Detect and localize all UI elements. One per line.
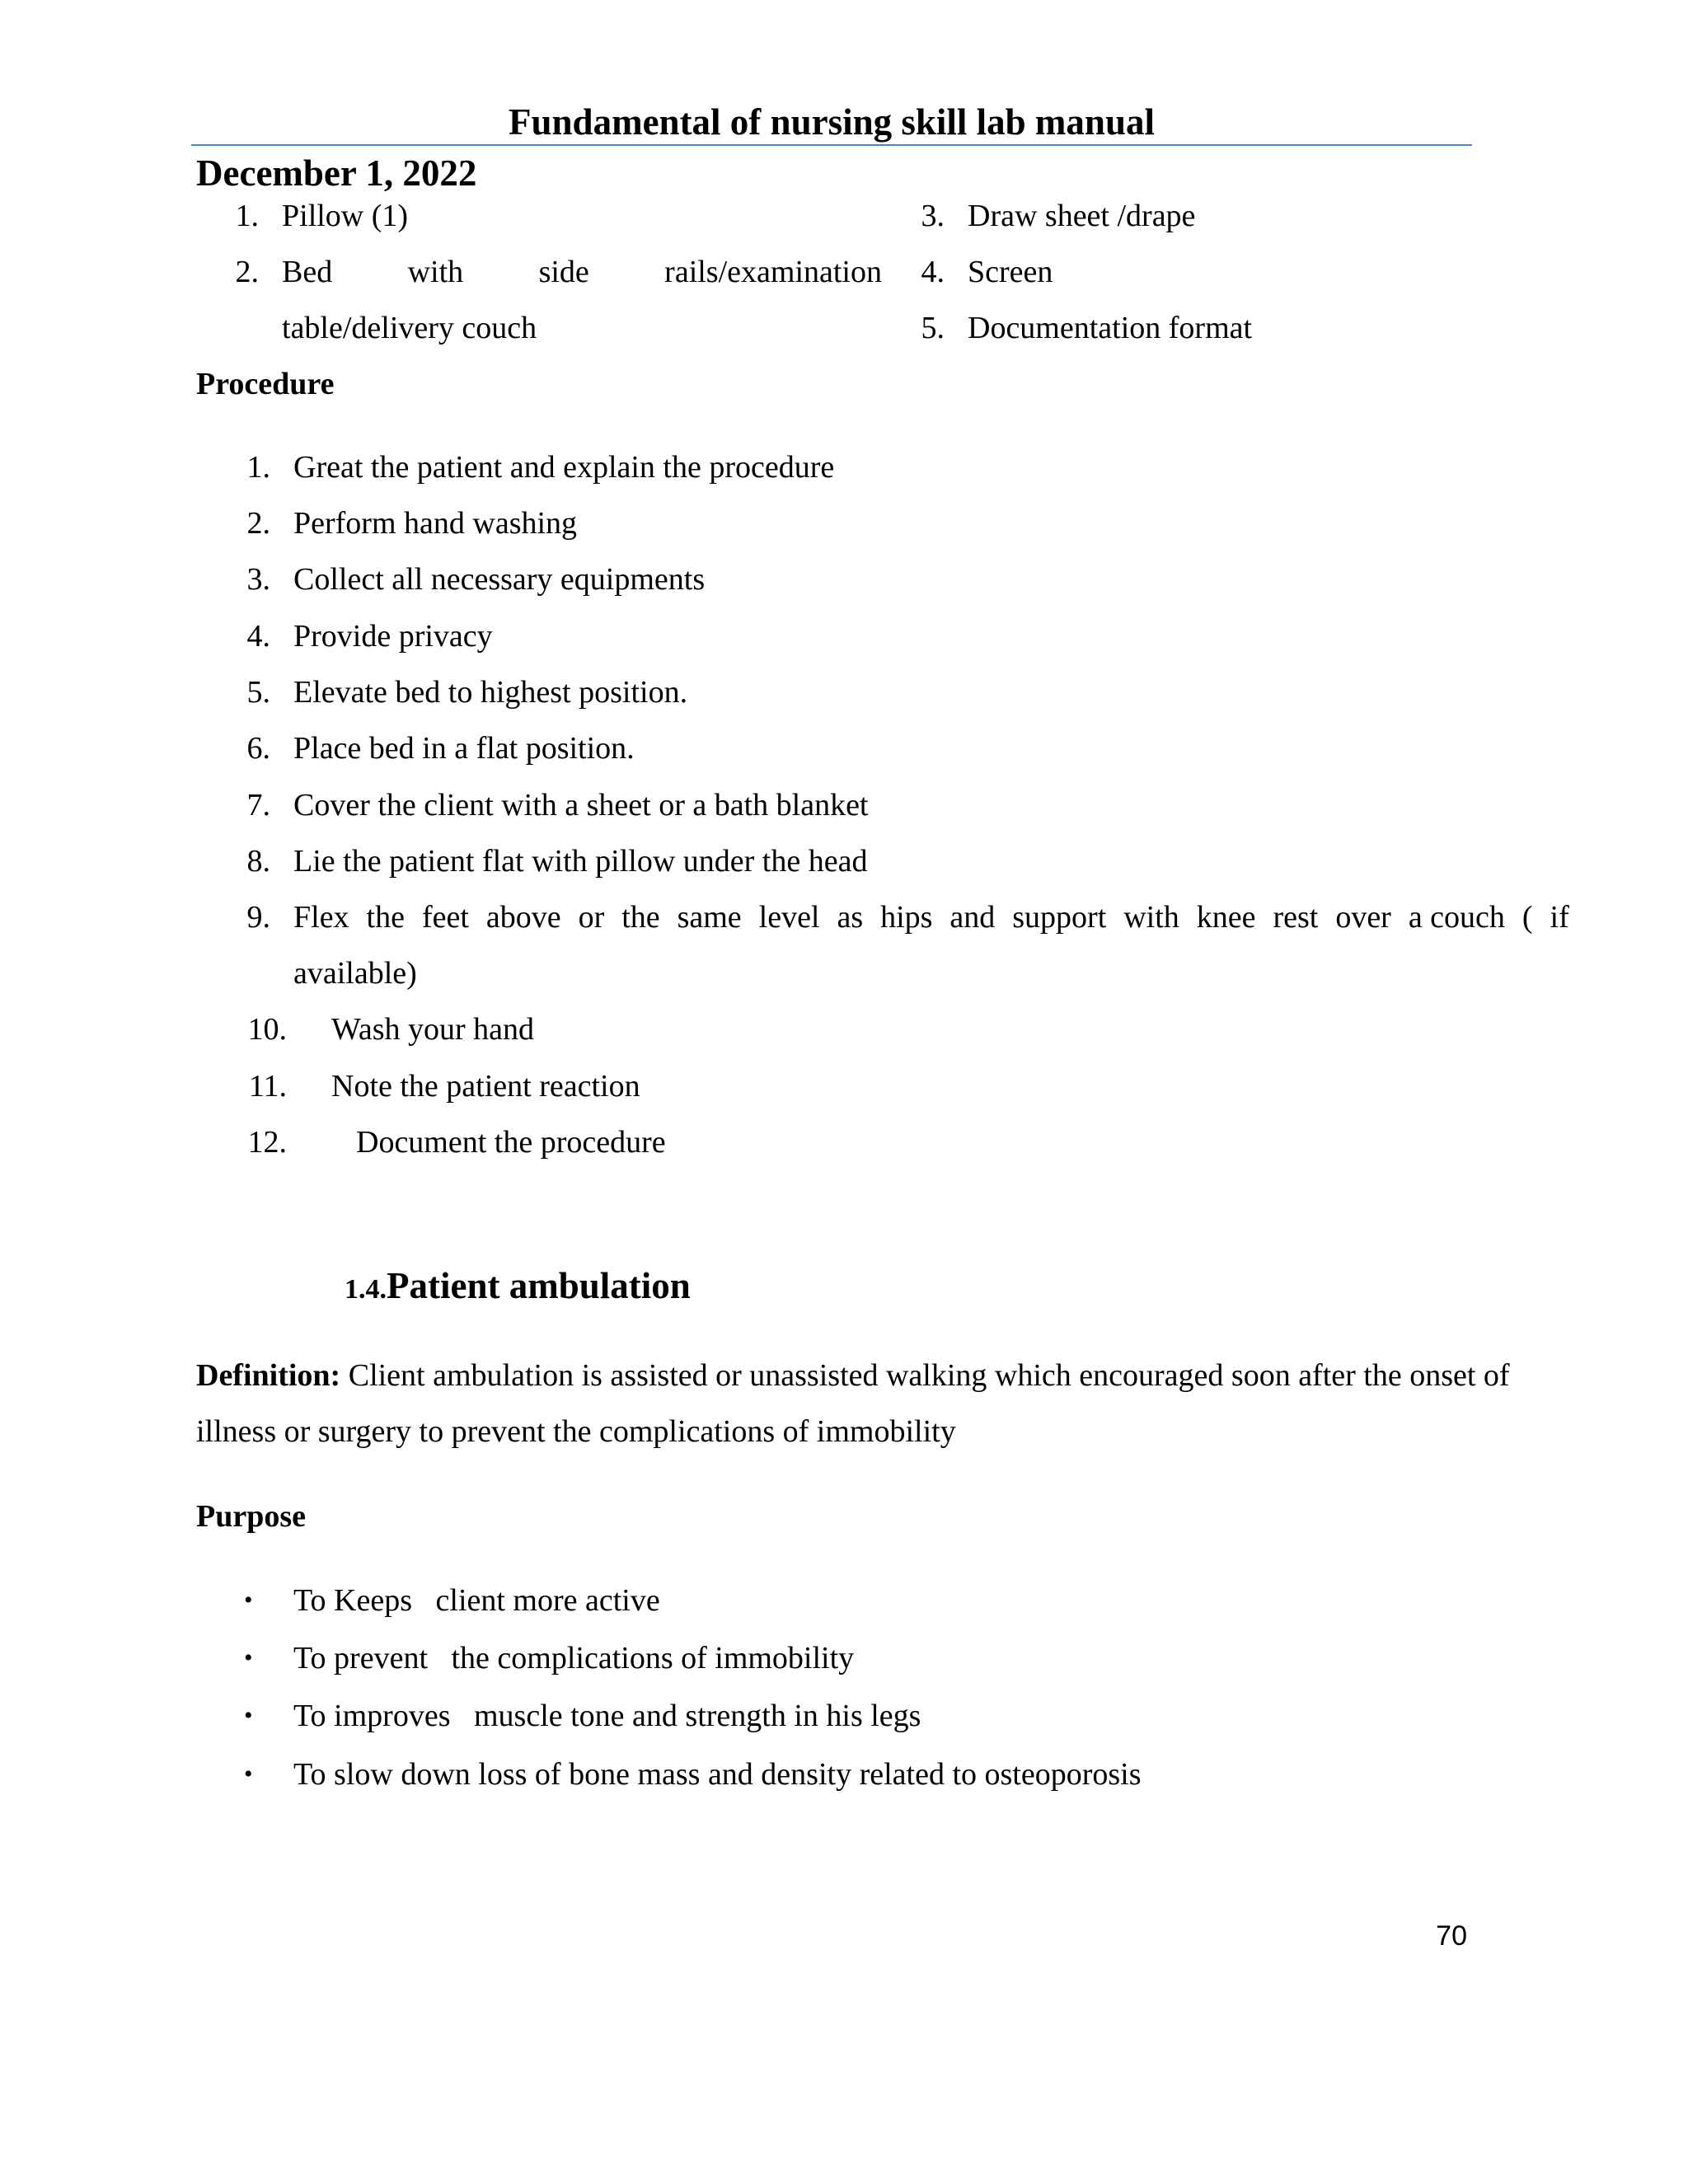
section-title: Patient ambulation [387,1265,691,1306]
word: the [621,900,660,935]
step-number: 11. [248,1069,287,1104]
step-number: 3. [246,562,270,597]
step-number: 8. [246,844,270,879]
section-heading [345,1261,691,1319]
bullet-icon: • [244,1586,253,1614]
word: with [407,255,464,289]
procedure-step: Cover the client with a sheet or a bath blanket [293,788,869,823]
equipment-item: Screen [968,255,1053,289]
step-number: 4. [246,619,270,654]
bullet-icon: • [244,1702,253,1729]
purpose-item: To improves muscle tone and strength in his legs [293,1699,921,1733]
section-number: 1.4. [345,1274,387,1305]
procedure-step: Wash your hand [331,1012,534,1047]
procedure-step: Document the procedure [356,1125,666,1160]
word: ( [1522,900,1533,935]
purpose-item: To slow down loss of bone mass and density related to osteoporosis [293,1757,1142,1792]
word: level [758,900,820,935]
purpose-item: To prevent the complications of immobility [293,1641,855,1675]
definition-text: Client ambulation is assisted or unassisted walking which encouraged soon after the onset of [340,1358,1510,1393]
procedure-heading: Procedure [196,367,335,401]
equipment-item-continuation: table/delivery couch [282,311,537,345]
word: with [1123,900,1179,935]
equipment-number: 1. [235,199,259,233]
procedure-step: Perform hand washing [293,506,578,541]
procedure-step: Collect all necessary equipments [293,562,706,597]
step-number: 10. [247,1012,287,1047]
bullet-icon: • [244,1760,253,1788]
equipment-number: 4. [921,255,945,289]
word: Bed [282,255,333,289]
step-number: 5. [246,675,270,710]
word: side [538,255,589,289]
word: over [1335,900,1391,935]
page-title: Fundamental of nursing skill lab manual [509,101,1155,143]
step-number: 9. [246,900,270,935]
word: above [485,900,561,935]
word: same [677,900,742,935]
word: hips [880,900,933,935]
date-heading: December 1, 2022 [196,152,477,194]
equipment-item: Pillow (1) [282,199,409,233]
word: the [366,900,405,935]
page-number: 70 [1436,1920,1467,1952]
word: Flex [293,900,349,935]
equipment-number: 2. [235,255,259,289]
purpose-item: To Keeps client more active [293,1583,660,1618]
word: if [1550,900,1569,935]
definition-line: illness or surgery to prevent the complications of immobility [196,1414,956,1449]
word: a couch [1408,900,1505,935]
purpose-heading: Purpose [196,1499,306,1534]
procedure-step-continuation: available) [293,956,417,991]
procedure-step: Note the patient reaction [331,1069,640,1104]
procedure-step: Provide privacy [293,619,493,654]
word: or [578,900,605,935]
bullet-icon: • [244,1644,253,1671]
word: as [837,900,864,935]
word: rails/examination [664,255,882,289]
equipment-number: 3. [921,199,945,233]
procedure-step: Great the patient and explain the procedure [293,450,835,485]
step-number: 2. [246,506,270,541]
procedure-step: Place bed in a flat position. [293,731,635,766]
step-number: 7. [246,788,270,823]
word: rest [1273,900,1319,935]
step-number: 12. [247,1125,287,1160]
equipment-item: Documentation format [968,311,1253,345]
word: and [950,900,996,935]
definition-line [196,1355,1510,1396]
header-rule [191,144,1472,146]
procedure-step: Lie the patient flat with pillow under the head [293,844,868,879]
equipment-item: Draw sheet /drape [968,199,1196,233]
word: support [1012,900,1107,935]
procedure-step-justified [293,897,1569,938]
word: knee [1196,900,1256,935]
equipment-item-justified [282,251,882,293]
equipment-number: 5. [921,311,945,345]
step-number: 1. [246,450,270,485]
step-number: 6. [246,731,270,766]
word: feet [421,900,469,935]
procedure-step: Elevate bed to highest position. [293,675,688,710]
definition-label: Definition: [196,1358,341,1393]
